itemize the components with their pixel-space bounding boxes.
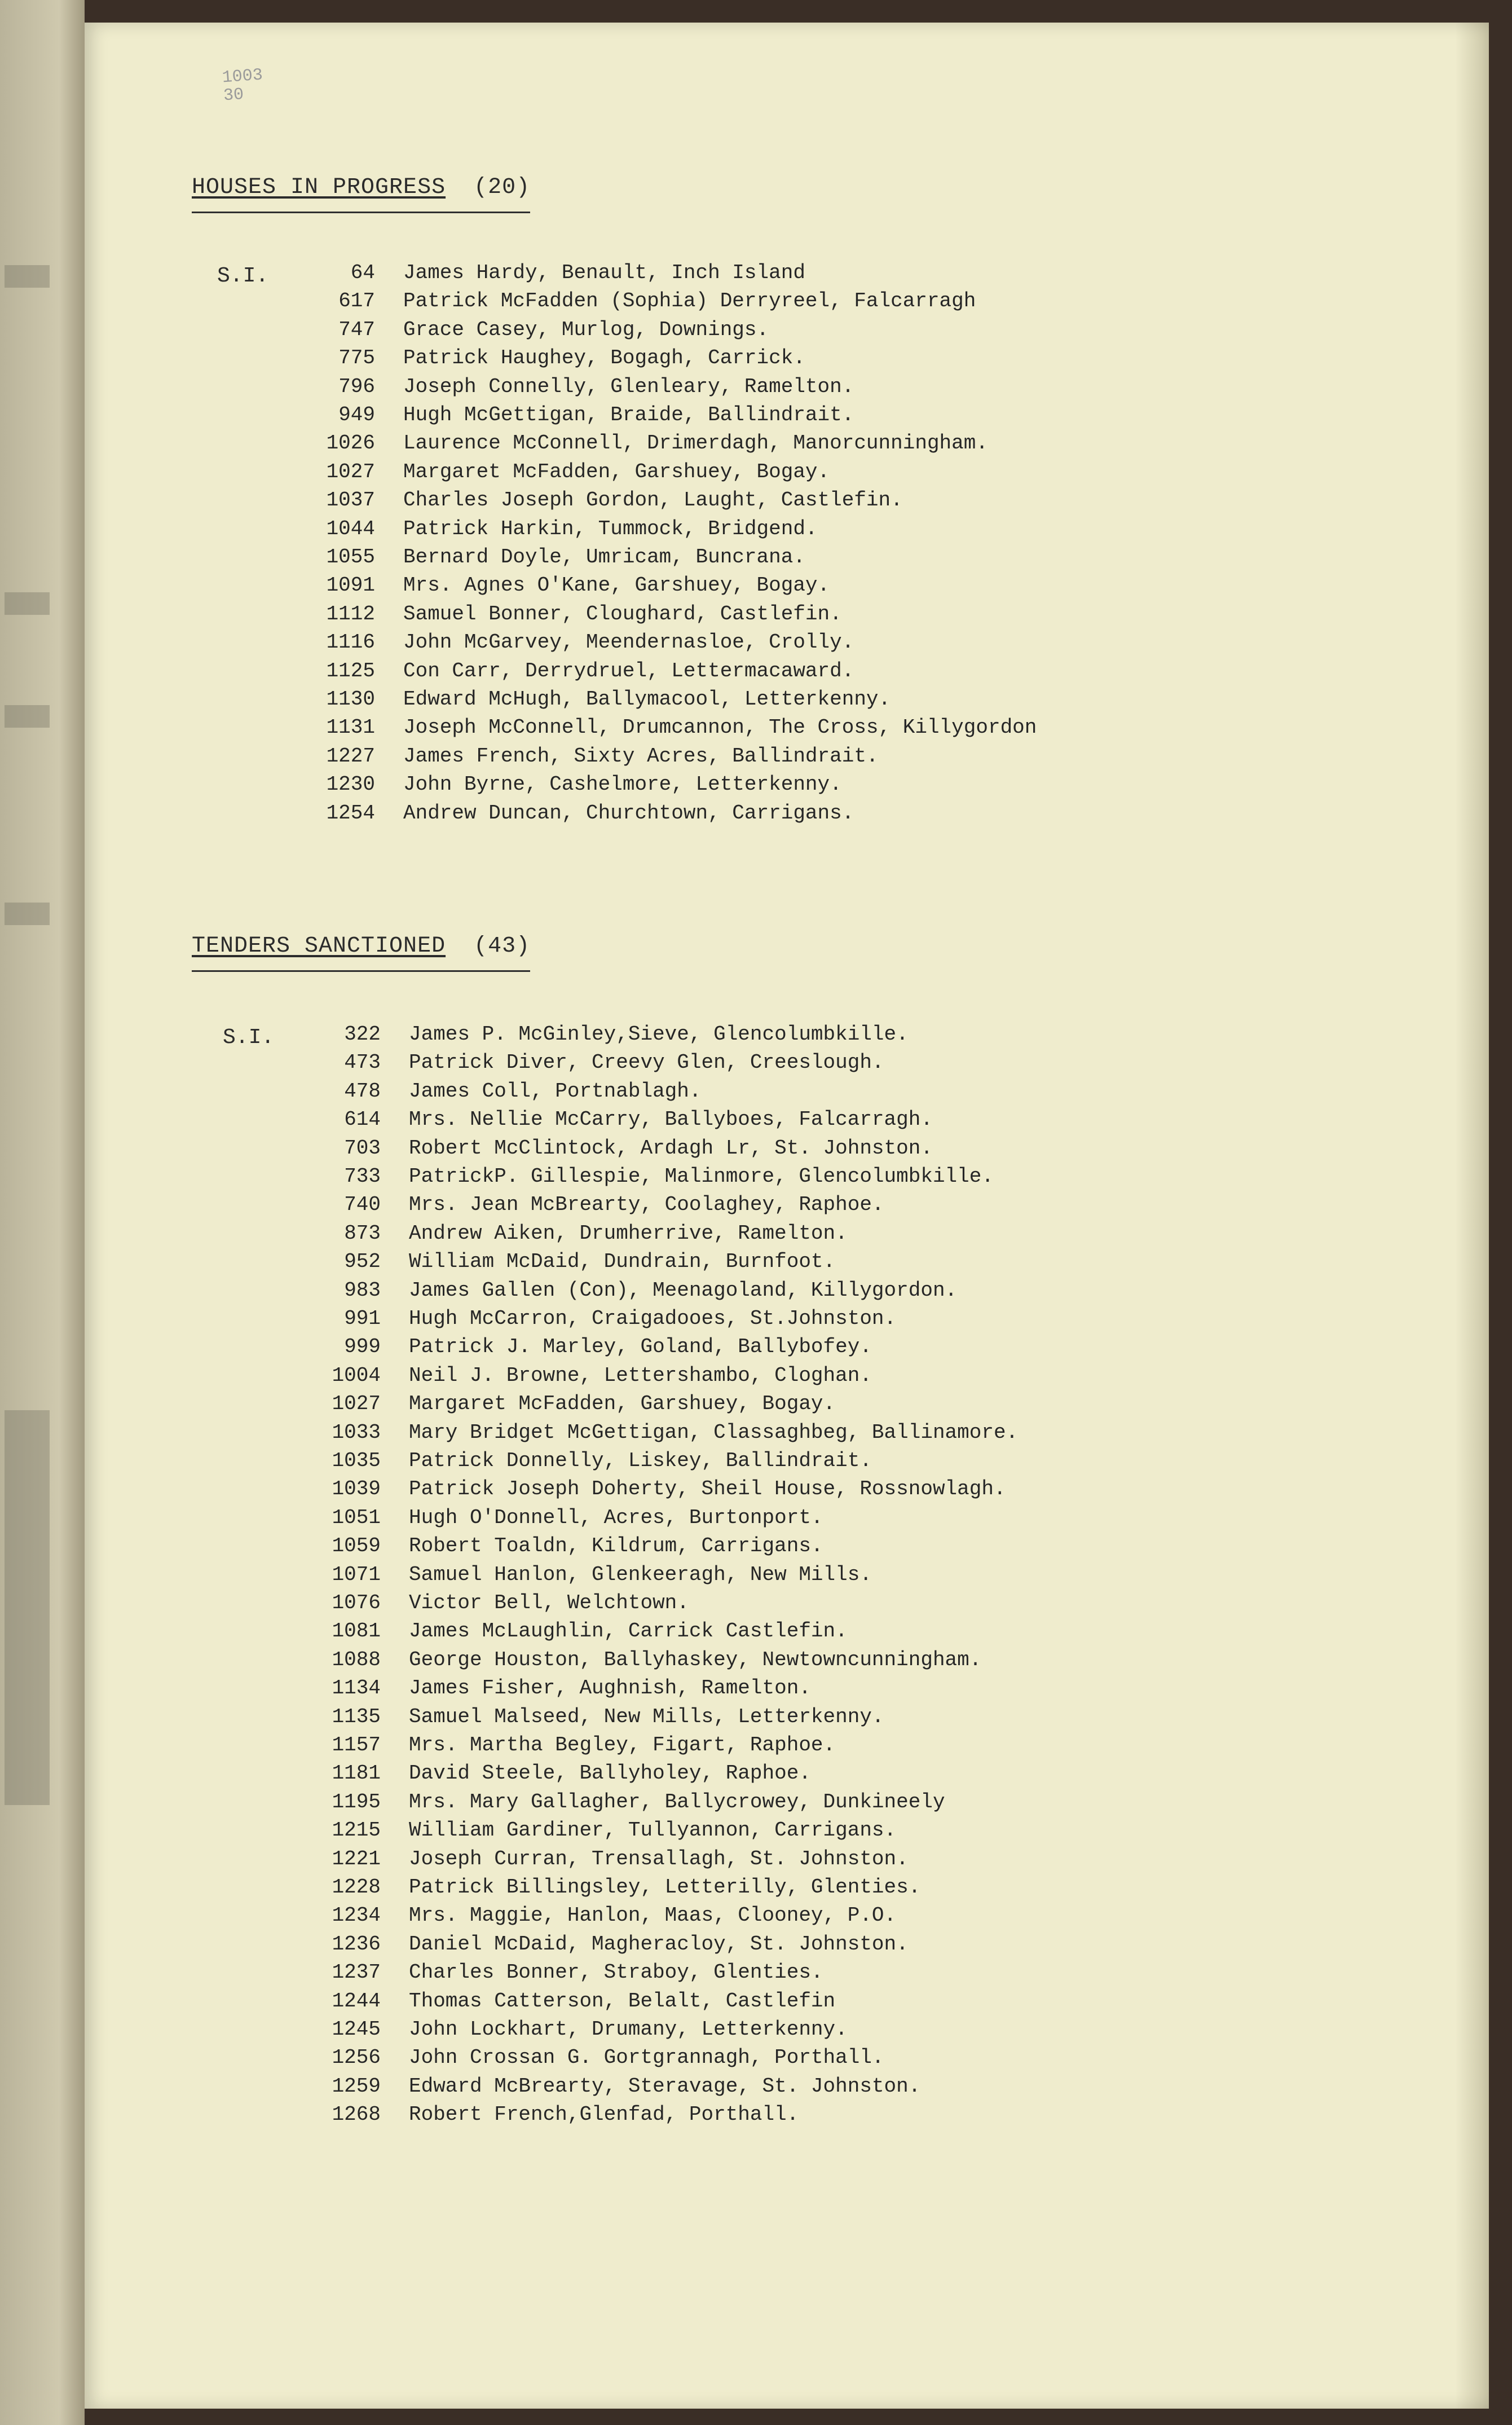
section-count: (20): [474, 175, 531, 200]
entry-number: 1088: [332, 1648, 381, 1671]
entry-number: 1071: [332, 1563, 381, 1586]
entry-number: 949: [338, 403, 375, 426]
entry-text: Patrick Donnelly, Liskey, Ballindrait.: [409, 1449, 872, 1472]
entry-number: 1268: [332, 2103, 381, 2127]
entry-number: 1112: [326, 602, 375, 626]
entry-text: John Crossan G. Gortgrannagh, Porthall.: [409, 2046, 884, 2070]
entry-number: 478: [344, 1079, 381, 1103]
entry-number: 1221: [332, 1847, 381, 1871]
entry-text: John Byrne, Cashelmore, Letterkenny.: [403, 773, 842, 796]
entry-number: 322: [344, 1023, 381, 1046]
entry-text: Mrs. Jean McBrearty, Coolaghey, Raphoe.: [409, 1193, 884, 1217]
entry-text: James Coll, Portnablagh.: [409, 1079, 702, 1103]
entry-text: Daniel McDaid, Magheracloy, St. Johnston.: [409, 1932, 909, 1956]
entry-text: Mrs. Mary Gallagher, Ballycrowey, Dunkineely: [409, 1790, 945, 1814]
entry-text: William McDaid, Dundrain, Burnfoot.: [409, 1250, 836, 1274]
bleed-mark: [5, 265, 50, 288]
entry-number: 999: [344, 1335, 381, 1359]
entry-text: Thomas Catterson, Belalt, Castlefin: [409, 1989, 836, 2013]
section-heading: HOUSES IN PROGRESS: [192, 175, 446, 200]
entry-number: 64: [350, 261, 375, 284]
section-title-tenders: [192, 934, 530, 959]
entry-number: 991: [344, 1307, 381, 1330]
entry-text: David Steele, Ballyholey, Raphoe.: [409, 1762, 811, 1785]
entry-number: 1051: [332, 1506, 381, 1529]
entry-number: 1076: [332, 1591, 381, 1614]
entry-text: Mrs. Agnes O'Kane, Garshuey, Bogay.: [403, 574, 830, 597]
entry-number: 1027: [332, 1392, 381, 1416]
entry-text: James Gallen (Con), Meenagoland, Killygordon.: [409, 1278, 958, 1302]
section-prefix: S.I.: [223, 1026, 275, 1050]
entry-text: George Houston, Ballyhaskey, Newtowncunningham.: [409, 1648, 982, 1671]
entry-number: 740: [344, 1193, 381, 1217]
entry-text: Margaret McFadden, Garshuey, Bogay.: [409, 1392, 836, 1416]
pencil-note-line: 30: [223, 85, 245, 106]
entry-number: 1131: [326, 716, 375, 740]
entry-number: 1033: [332, 1420, 381, 1444]
entry-text: Joseph Curran, Trensallagh, St. Johnston.: [409, 1847, 909, 1871]
section-title-houses: [192, 175, 530, 200]
entry-text: Laurence McConnell, Drimerdagh, Manorcunningham.: [403, 432, 988, 455]
entry-text: Patrick Joseph Doherty, Sheil House, Rossnowlagh.: [409, 1477, 1006, 1501]
entry-text: Charles Joseph Gordon, Laught, Castlefin.: [403, 488, 903, 512]
entry-number: 1091: [326, 574, 375, 597]
entry-number: 1059: [332, 1534, 381, 1558]
entry-text: Charles Bonner, Straboy, Glenties.: [409, 1961, 823, 1984]
entry-text: Patrick J. Marley, Goland, Ballybofey.: [409, 1335, 872, 1359]
entry-number: 1215: [332, 1819, 381, 1842]
entry-number: 1237: [332, 1961, 381, 1984]
entry-number: 1157: [332, 1733, 381, 1757]
entry-text: Grace Casey, Murlog, Downings.: [403, 318, 769, 341]
bleed-mark: [5, 1410, 50, 1805]
bleed-mark: [5, 903, 50, 925]
entry-text: Bernard Doyle, Umricam, Buncrana.: [403, 545, 805, 569]
entry-text: Edward McBrearty, Steravage, St. Johnston.: [409, 2074, 921, 2098]
entry-number: 775: [338, 346, 375, 370]
entry-number: 1027: [326, 460, 375, 483]
entry-number: 1227: [326, 744, 375, 768]
entry-number: 1236: [332, 1932, 381, 1956]
document-page: [85, 23, 1489, 2409]
entry-number: 1135: [332, 1705, 381, 1728]
entry-text: Samuel Hanlon, Glenkeeragh, New Mills.: [409, 1563, 872, 1586]
entry-number: 1234: [332, 1904, 381, 1927]
entry-number: 747: [338, 318, 375, 341]
entry-number: 1134: [332, 1676, 381, 1700]
entry-number: 617: [338, 289, 375, 313]
entry-text: Robert Toaldn, Kildrum, Carrigans.: [409, 1534, 823, 1558]
entry-text: Neil J. Browne, Lettershambo, Cloghan.: [409, 1363, 872, 1387]
entry-number: 1039: [332, 1477, 381, 1501]
entry-text: Robert McClintock, Ardagh Lr, St. Johnston.: [409, 1136, 933, 1160]
entry-number: 1230: [326, 773, 375, 796]
entry-text: Samuel Bonner, Cloughard, Castlefin.: [403, 602, 842, 626]
entry-text: Patrick McFadden (Sophia) Derryreel, Falcarragh: [403, 289, 976, 313]
entry-number: 1116: [326, 631, 375, 654]
entry-text: James McLaughlin, Carrick Castlefin.: [409, 1619, 848, 1643]
section-rule: [192, 970, 530, 972]
entry-number: 983: [344, 1278, 381, 1302]
entry-number: 703: [344, 1136, 381, 1160]
section-rule: [192, 212, 530, 213]
entry-text: Patrick Diver, Creevy Glen, Creeslough.: [409, 1051, 884, 1075]
entry-number: 1004: [332, 1363, 381, 1387]
entry-number: 1195: [332, 1790, 381, 1814]
entry-text: Mrs. Nellie McCarry, Ballyboes, Falcarragh.: [409, 1108, 933, 1132]
entry-number: 1037: [326, 488, 375, 512]
entry-number: 952: [344, 1250, 381, 1274]
entry-number: 614: [344, 1108, 381, 1132]
entry-text: Joseph Connelly, Glenleary, Ramelton.: [403, 375, 854, 398]
entry-text: Hugh McGettigan, Braide, Ballindrait.: [403, 403, 854, 426]
entry-text: James Fisher, Aughnish, Ramelton.: [409, 1676, 811, 1700]
entry-text: Samuel Malseed, New Mills, Letterkenny.: [409, 1705, 884, 1728]
entry-text: Mrs. Martha Begley, Figart, Raphoe.: [409, 1733, 836, 1757]
entry-number: 733: [344, 1165, 381, 1188]
entry-text: Con Carr, Derrydruel, Lettermacaward.: [403, 659, 854, 683]
entry-text: John McGarvey, Meendernasloe, Crolly.: [403, 631, 854, 654]
entry-number: 1245: [332, 2018, 381, 2041]
pencil-note: [222, 67, 265, 105]
entry-number: 1244: [332, 1989, 381, 2013]
bleed-mark: [5, 705, 50, 728]
entry-number: 1181: [332, 1762, 381, 1785]
entry-number: 1035: [332, 1449, 381, 1472]
entry-text: James Hardy, Benault, Inch Island: [403, 261, 805, 284]
entry-text: PatrickP. Gillespie, Malinmore, Glencolumbkille.: [409, 1165, 994, 1188]
entry-number: 1256: [332, 2046, 381, 2070]
entry-text: William Gardiner, Tullyannon, Carrigans.: [409, 1819, 897, 1842]
entry-number: 473: [344, 1051, 381, 1075]
pencil-note-line: 1003: [221, 65, 263, 88]
section-prefix: S.I.: [217, 264, 269, 288]
section-count: (43): [474, 934, 531, 959]
entry-number: 1125: [326, 659, 375, 683]
entry-text: Hugh McCarron, Craigadooes, St.Johnston.: [409, 1307, 897, 1330]
entry-number: 1026: [326, 432, 375, 455]
entry-number: 1130: [326, 688, 375, 711]
entry-text: Andrew Aiken, Drumherrive, Ramelton.: [409, 1221, 848, 1245]
entry-text: Robert French,Glenfad, Porthall.: [409, 2103, 799, 2127]
entry-text: James French, Sixty Acres, Ballindrait.: [403, 744, 879, 768]
entry-text: Joseph McConnell, Drumcannon, The Cross, Killygordon: [403, 716, 1037, 740]
entry-number: 1259: [332, 2074, 381, 2098]
entry-text: Patrick Harkin, Tummock, Bridgend.: [403, 517, 818, 540]
bleed-mark: [5, 592, 50, 615]
entry-text: Mrs. Maggie, Hanlon, Maas, Clooney, P.O.: [409, 1904, 897, 1927]
facing-page-edge: [0, 0, 85, 2425]
entry-number: 1081: [332, 1619, 381, 1643]
entry-number: 1055: [326, 545, 375, 569]
entry-number: 873: [344, 1221, 381, 1245]
entry-text: Patrick Haughey, Bogagh, Carrick.: [403, 346, 805, 370]
entry-text: James P. McGinley,Sieve, Glencolumbkille.: [409, 1023, 909, 1046]
entry-number: 796: [338, 375, 375, 398]
entry-text: Margaret McFadden, Garshuey, Bogay.: [403, 460, 830, 483]
entry-text: Patrick Billingsley, Letterilly, Glenties.: [409, 1876, 921, 1899]
entry-text: Edward McHugh, Ballymacool, Letterkenny.: [403, 688, 891, 711]
section-heading: TENDERS SANCTIONED: [192, 934, 446, 959]
entry-text: John Lockhart, Drumany, Letterkenny.: [409, 2018, 848, 2041]
entry-text: Mary Bridget McGettigan, Classaghbeg, Ballinamore.: [409, 1420, 1019, 1444]
entry-number: 1044: [326, 517, 375, 540]
entry-text: Hugh O'Donnell, Acres, Burtonport.: [409, 1506, 823, 1529]
entry-number: 1254: [326, 801, 375, 825]
entry-number: 1228: [332, 1876, 381, 1899]
entry-text: Andrew Duncan, Churchtown, Carrigans.: [403, 801, 854, 825]
entry-text: Victor Bell, Welchtown.: [409, 1591, 689, 1614]
page-shadow: [1455, 23, 1489, 2409]
